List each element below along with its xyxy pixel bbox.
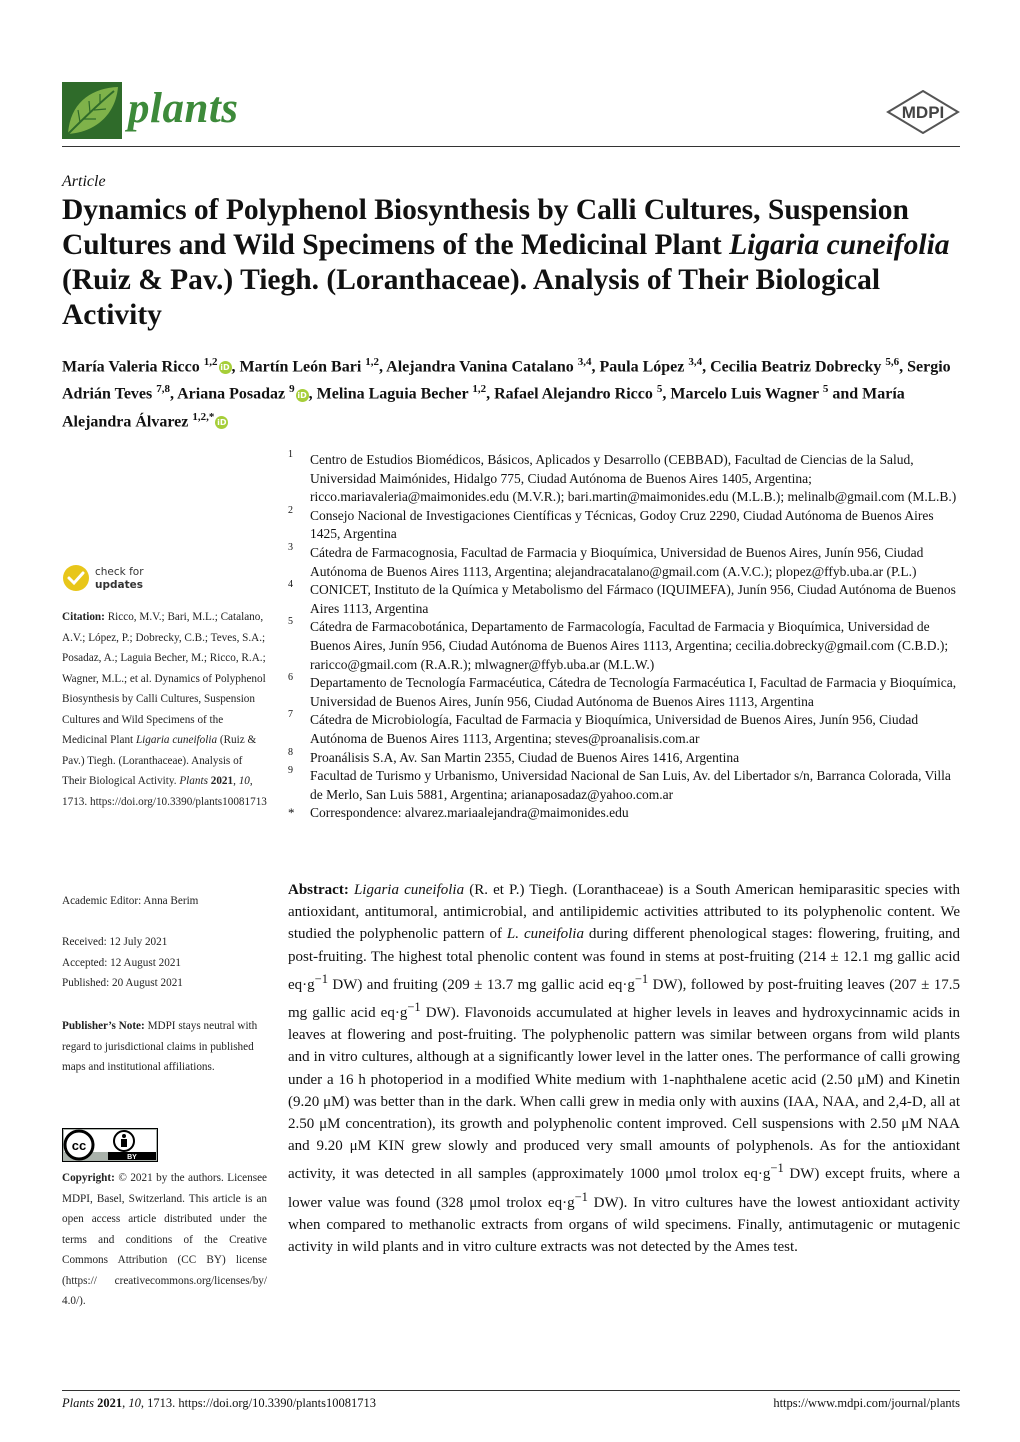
affiliation-item xyxy=(288,504,960,544)
affiliation-text: Centro de Estudios Biomédicos, Básicos, Aplicados y Desarrollo (CEBBAD), Facultad de Ciencias de la Salud, Universidad Maimónides, Hidalgo 775, Ciudad Autónoma de Buenos Aires 1405, Argentina; ricco.mariavaleria@maimonides.edu (M.V.R.); bari.martin@maimonides.edu (M.L.B.); melinalb@gmail.com (M.L.B.) xyxy=(310,452,957,505)
affiliation-item xyxy=(288,711,960,748)
abstract-plant: Ligaria cuneifolia xyxy=(353,882,465,898)
cc-by-license-icon[interactable] xyxy=(62,1128,158,1162)
accepted-date: Accepted: 12 August 2021 xyxy=(62,956,182,969)
affiliation-item xyxy=(288,767,960,804)
orcid-icon[interactable]: iD xyxy=(297,390,307,400)
abstract-plant-short: L. cuneifolia xyxy=(506,926,584,943)
title-plant-name: Ligaria cuneifolia xyxy=(729,229,950,261)
article-title xyxy=(62,193,962,333)
check-for-updates-badge[interactable] xyxy=(62,564,162,596)
copyright-block xyxy=(62,1168,267,1312)
author-name: Alejandra Vanina Catalano xyxy=(386,358,574,376)
author-name: Cecilia Beatriz Dobrecky xyxy=(710,358,882,376)
abstract-text-5: DW). Flavonoids accumulated at higher levels in leaves and hydroxycinnamic acids in leaves at flowering and post-fruiting. The polyphenolic pattern was similar between organs from wild plants and in vitro cultures, although at a significantly lower level in the latter ones. The performance of calli growing under a 16 h photoperiod in a modified White medium with 1-naphthalene acetic acid (2.50 μM) and Kinetin (9.20 μM) was better than in the dark. When calli grew in media only with auxins (IAA, NAA, and 2,4-D, all at 2.50 μM concentration), its growth and polyphenolic content improved. Cell suspensions with 2.50 μM NAA and 9.20 μM KIN grew slowly and produced very small amounts of polyphenols. As for the antioxidant activity, it was detected in all samples (approximately 1000 μmol trolox eq·g xyxy=(288,1005,961,1183)
journal-name: plants xyxy=(128,85,239,132)
publisher-note xyxy=(62,1016,267,1078)
affiliation-item xyxy=(288,451,960,507)
footer-doi[interactable]: , 1713. https://doi.org/10.3390/plants10081713 xyxy=(140,1396,377,1410)
author-affiliation-marker: 1,2,* xyxy=(192,410,215,423)
citation-doi[interactable]: , 1713. https://doi.org/10.3390/plants10081713 xyxy=(62,775,267,808)
exponent: −1 xyxy=(770,1161,784,1176)
citation-plant: Ligaria cuneifolia xyxy=(135,734,218,746)
abstract-text-6: DW) except fruits, where a lower value was found (328 μmol trolox eq·g xyxy=(288,1166,961,1211)
author-affiliation-marker: 1,2 xyxy=(472,383,487,396)
affiliation-item xyxy=(288,674,960,711)
affiliation-text: CONICET, Instituto de la Química y Metabolismo del Fármaco (IQUIMEFA), Junín 956, Ciudad Autónoma de Buenos Aires 1113, Argentina xyxy=(310,582,956,616)
check-updates-line1: check for xyxy=(95,566,144,578)
check-updates-icon xyxy=(62,564,90,592)
footer-journal: Plants xyxy=(62,1396,94,1410)
plants-leaf-logo xyxy=(62,82,122,139)
author-separator: , xyxy=(379,358,387,376)
affiliation-number: 4 xyxy=(288,579,293,591)
received-date: Received: 12 July 2021 xyxy=(62,936,168,948)
citation-volume: 10 xyxy=(238,775,250,787)
abstract xyxy=(288,879,960,1258)
affiliation-number: 3 xyxy=(288,541,293,553)
exponent: −1 xyxy=(634,971,649,986)
check-updates-line2: updates xyxy=(95,579,143,591)
author-separator: , xyxy=(899,358,908,376)
affiliation-text: Facultad de Turismo y Urbanismo, Universidad Nacional de San Luis, Av. del Libertador s/n, Barranca Colorada, Villa de Merlo, San Luis 5881, Argentina; arianaposadaz@yahoo.com.ar xyxy=(310,768,951,802)
affiliation-text: Cátedra de Farmacognosia, Facultad de Farmacia y Bioquímica, Universidad de Buenos Aires, Junín 956, Ciudad Autónoma de Buenos Aires 1113, Argentina; alejandracatalano@gmail.com (A.V.C.); plopez@ffyb.uba.ar (P.L.) xyxy=(310,544,924,579)
author-affiliation-marker: 5,6 xyxy=(885,356,900,368)
affiliation-item xyxy=(288,746,960,768)
affiliation-number: 9 xyxy=(288,765,293,777)
author-name: Paula López xyxy=(599,358,685,376)
affiliation-number: 6 xyxy=(288,672,293,684)
citation-journal: Plants xyxy=(179,775,208,787)
author-name: María Valeria Ricco xyxy=(62,358,200,376)
exponent: −1 xyxy=(407,1000,421,1015)
author-separator: and xyxy=(828,385,863,403)
author-separator: , xyxy=(702,358,711,376)
author-affiliation-marker: 3,4 xyxy=(688,356,703,368)
author-affiliation-marker: 1,2 xyxy=(365,356,380,368)
title-part1: Dynamics of Polyphenol Biosynthesis by Calli Cultures, Suspension Cultures and Wild Specimens of the Medicinal Plant xyxy=(62,194,909,261)
header-divider xyxy=(62,146,960,147)
exponent: −1 xyxy=(314,971,328,986)
exponent: −1 xyxy=(574,1189,588,1204)
affiliation-text: Correspondence: alvarez.mariaalejandra@maimonides.edu xyxy=(310,805,629,821)
author-name: Rafael Alejandro Ricco xyxy=(494,385,653,403)
author-name: Melina Laguia Becher xyxy=(316,385,469,403)
affiliation-text: Cátedra de Microbiología, Facultad de Farmacia y Bioquímica, Universidad de Buenos Aires, Junín 956, Ciudad Autónoma de Buenos Aires 1113, Argentina; steves@proanalisis.com.ar xyxy=(310,712,919,746)
affiliation-text: Departamento de Tecnología Farmacéutica, Cátedra de Tecnología Farmacéutica I, Facultad de Farmacia y Bioquímica, Universidad de Buenos Aires, Junín 956, Ciudad Autónoma de Buenos Aires 1113, Argentina xyxy=(310,675,957,709)
author-affiliation-marker: 3,4 xyxy=(577,356,592,368)
orcid-icon[interactable]: iD xyxy=(217,417,227,427)
affiliation-text: Consejo Nacional de Investigaciones Científicas y Técnicas, Godoy Cruz 2290, Ciudad Autónoma de Buenos Aires 1425, Argentina xyxy=(310,507,934,542)
author-name: Sergio Adrián Teves xyxy=(62,358,951,403)
citation-label: Citation: xyxy=(62,611,105,623)
author-name: Marcelo Luis Wagner xyxy=(670,385,819,403)
affiliation-number: 5 xyxy=(288,616,293,628)
check-updates-text xyxy=(95,566,144,592)
author-separator: , xyxy=(486,385,495,403)
academic-editor: Academic Editor: Anna Berim xyxy=(62,895,199,907)
affiliation-number: 2 xyxy=(288,504,293,516)
svg-text:cc: cc xyxy=(71,1138,87,1153)
affiliation-text: Proanálisis S.A, Av. San Martin 2355, Ciudad de Buenos Aires 1416, Argentina xyxy=(310,749,740,765)
abstract-text-4: DW), followed by post-fruiting leaves (207 ± 17.5 mg gallic acid eq·g xyxy=(288,976,960,1022)
article-type: Article xyxy=(62,173,106,190)
footer-year: 2021 xyxy=(97,1396,123,1410)
citation-year: 2021 xyxy=(210,775,234,787)
mdpi-logo-text: MDPI xyxy=(901,103,945,122)
author-separator: , xyxy=(662,385,671,403)
affiliations xyxy=(288,451,960,823)
publisher-note-label: Publisher’s Note: xyxy=(62,1020,145,1032)
citation-text-2: (Ruiz & Pav.) Tiegh. (Loranthaceae). Analysis of Their Biological Activity. xyxy=(62,734,257,787)
abstract-label: Abstract: xyxy=(288,882,349,898)
publisher-note-text: MDPI stays neutral with regard to jurisdictional claims in published maps and institutional affiliations. xyxy=(62,1020,258,1073)
orcid-icon[interactable]: iD xyxy=(220,363,230,373)
footer-journal-url[interactable]: https://www.mdpi.com/journal/plants xyxy=(773,1396,960,1410)
citation-block: Citation: Ricco, M.V.; Bari, M.L.; Catalano, A.V.; López, P.; Dobrecky, C.B.; Teves, S.A.; Posadaz, A.; Laguia Becher, M.; Ricco, R.A.; Wagner, M.L.; et al. Dynamics of Polyphenol Biosynthesis by Calli Cultures, Suspension Cultures and Wild Specimens of the Medicinal Plant Ligaria cuneifolia (Ruiz & Pav.) Tiegh. (Loranthaceae). Analysis of Their Biological Activity. Plants 2021, 10, 1713. https://doi.org/10.3390/plants10081713 xyxy=(62,611,267,808)
affiliation-item xyxy=(288,804,960,823)
author-affiliation-marker: 7,8 xyxy=(156,383,170,396)
author-affiliation-marker: 1,2 xyxy=(203,356,218,368)
dates-block xyxy=(62,932,267,994)
affiliation-number: 8 xyxy=(288,746,293,758)
author-affiliation-marker: 9 xyxy=(289,383,295,396)
affiliation-item xyxy=(288,581,960,618)
author-name: Ariana Posadaz xyxy=(177,385,286,403)
abstract-text-3: DW) and fruiting (209 ± 13.7 mg gallic acid eq·g xyxy=(327,976,635,993)
author-name: Martín León Bari xyxy=(239,358,362,376)
abstract-text-2: during different phenological stages: flowering, fruiting, and post-fruiting. The highest total phenolic content was found in stems at post-fruiting (214 ± 12.1 mg gallic acid eq·g xyxy=(288,926,960,993)
mdpi-logo xyxy=(886,90,960,134)
footer-volume: 10 xyxy=(128,1396,141,1410)
affiliation-text: Cátedra de Farmacobotánica, Departamento de Farmacología, Facultad de Farmacia y Bioquímica, Universidad de Buenos Aires, Junín 956, Ciudad Autónoma de Buenos Aires 1113, Argentina; cecilia.dobrecky@gmail.com (C.B.D.); raricco@gmail.com (R.A.R.); mlwagner@ffyb.uba.ar (M.L.W.) xyxy=(310,619,949,672)
author-separator: , xyxy=(308,385,317,403)
copyright-label: Copyright: xyxy=(62,1172,115,1184)
author-list xyxy=(62,351,962,433)
author-affiliation-marker: 5 xyxy=(656,383,663,396)
affiliation-number: * xyxy=(288,805,295,821)
author-name: María Alejandra Álvarez xyxy=(62,385,905,430)
affiliation-item xyxy=(288,618,960,674)
citation-text-1: Ricco, M.V.; Bari, M.L.; Catalano, A.V.; López, P.; Dobrecky, C.B.; Teves, S.A.; Posadaz, A.; Laguia Becher, M.; Ricco, R.A.; Wagner, M.L.; et al. Dynamics of Polyphenol Biosynthesis by Calli Cultures, Suspension Cultures and Wild Specimens of the Medicinal Plant xyxy=(62,611,266,746)
affiliation-item xyxy=(288,541,960,581)
abstract-text-7: DW). In vitro cultures have the lowest antioxidant activity when compared to methanolic extracts from organs of wild specimens. Finally, antimutagenic or mutagenic activity in wild plants and in vitro culture extracts was not detected by the Ames test. xyxy=(288,1194,960,1256)
title-part2: (Ruiz & Pav.) Tiegh. (Loranthaceae). Analysis of Their Biological Activity xyxy=(62,264,881,331)
affiliation-number: 1 xyxy=(288,449,293,460)
author-affiliation-marker: 5 xyxy=(822,383,829,396)
author-separator: , xyxy=(231,358,240,376)
cc-by-label: BY xyxy=(127,1154,137,1161)
footer-citation: Plants 2021, 10, 1713. https://doi.org/10.3390/plants10081713 xyxy=(62,1396,377,1410)
footer-divider xyxy=(62,1390,960,1391)
published-date: Published: 20 August 2021 xyxy=(62,977,183,989)
abstract-text-1: (R. et P.) Tiegh. (Loranthaceae) is a South American hemiparasitic species with antioxidant, antitumoral, antimicrobial, and antilipidemic activities attributed to its polyphenolic content. We studied the polyphenolic pattern of xyxy=(288,882,961,943)
author-separator: , xyxy=(591,358,600,376)
author-separator: , xyxy=(170,385,178,403)
copyright-text: © 2021 by the authors. Licensee MDPI, Basel, Switzerland. This article is an open access article distributed under the terms and conditions of the Creative Commons Attribution (CC BY) license (https:// creativecommons.org/licenses/by/ 4.0/). xyxy=(62,1172,267,1307)
affiliation-number: 7 xyxy=(288,709,293,721)
